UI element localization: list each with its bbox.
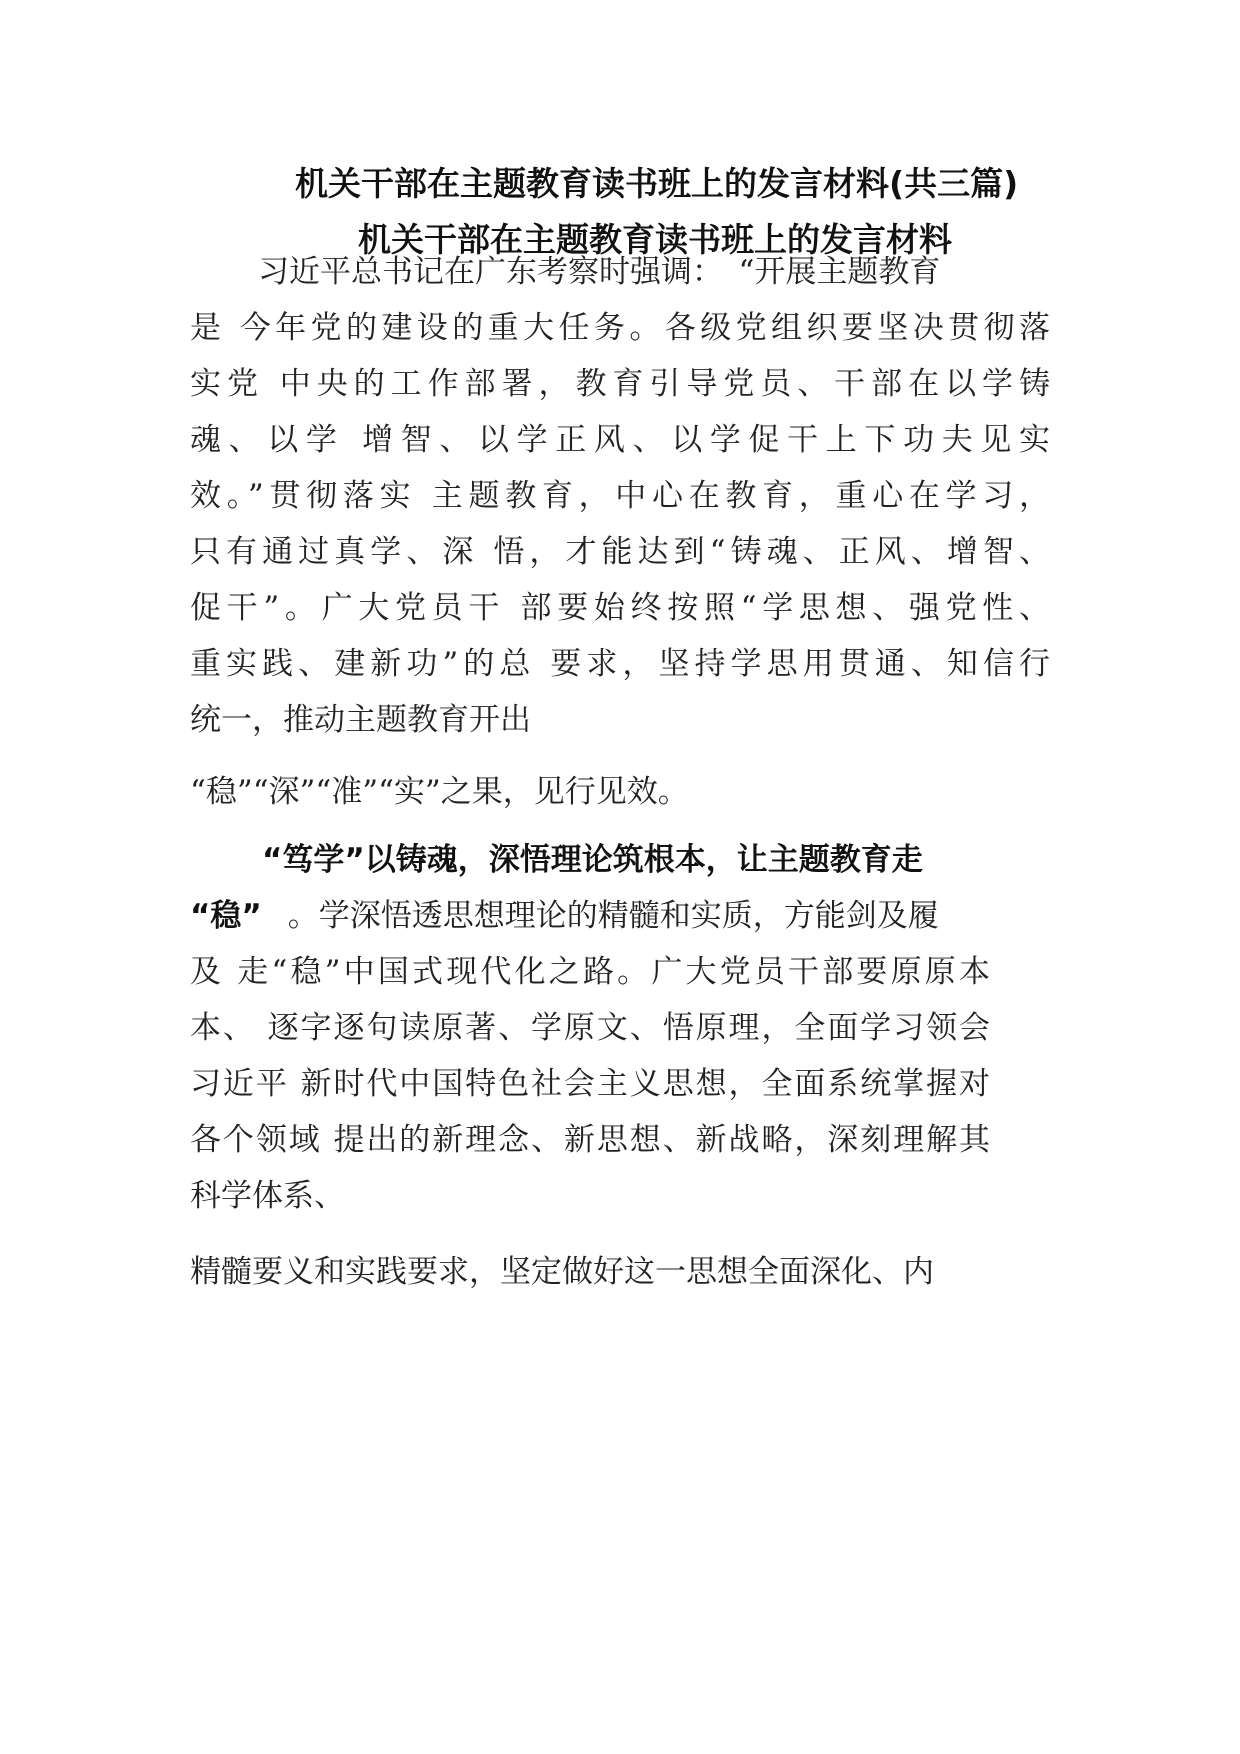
paragraph-line: 习近平 新时代中国特色社会主义思想，全面系统掌握对: [190, 1066, 990, 1102]
paragraph-line-with-heading-tail: [190, 894, 990, 938]
paragraph-line: 习近平总书记在广东考察时强调： “开展主题教育: [258, 254, 941, 290]
paragraph-line: 效。”贯彻落实 主题教育，中心在教育，重心在学习，: [190, 478, 1050, 514]
paragraph-line: 是 今年党的建设的重大任务。各级党组织要坚决贯彻落: [190, 310, 1050, 346]
paragraph-line: “稳”“深”“准”“实”之果，见行见效。: [190, 774, 689, 810]
section-heading: “笃学”以铸魂，深悟理论筑根本，让主题教育走: [262, 842, 923, 878]
paragraph-line: 及 走“稳”中国式现代化之路。广大党员干部要原原本: [190, 954, 990, 990]
paragraph-line: 本、 逐字逐句读原著、学原文、悟原理，全面学习领会: [190, 1010, 990, 1046]
paragraph-line: 只有通过真学、深 悟，才能达到“铸魂、正风、增智、: [190, 534, 1050, 570]
paragraph-line: 重实践、建新功”的总 要求，坚持学思用贯通、知信行: [190, 646, 1050, 682]
paragraph-line: 科学体系、: [190, 1178, 345, 1214]
paragraph-line: 精髓要义和实践要求，坚定做好这一思想全面深化、内: [190, 1254, 934, 1290]
paragraph-line: 实党 中央的工作部署，教育引导党员、干部在以学铸: [190, 366, 1050, 402]
document-subtitle: 机关干部在主题教育读书班上的发言材料: [358, 220, 952, 259]
document-title: 机关干部在主题教育读书班上的发言材料(共三篇): [295, 164, 1019, 203]
paragraph-line: 促干”。广大党员干 部要始终按照“学思想、强党性、: [190, 590, 1050, 626]
paragraph-line: 统一，推动主题教育开出: [190, 702, 531, 738]
section-heading-tail: “稳”: [190, 898, 262, 934]
paragraph-line: 各个领域 提出的新理念、新思想、新战略，深刻理解其: [190, 1122, 990, 1158]
paragraph-line: 魂、以学 增智、以学正风、以学促干上下功夫见实: [190, 422, 1050, 458]
paragraph-text: 。学深悟透思想理论的精髓和实质，方能剑及履: [287, 898, 939, 934]
